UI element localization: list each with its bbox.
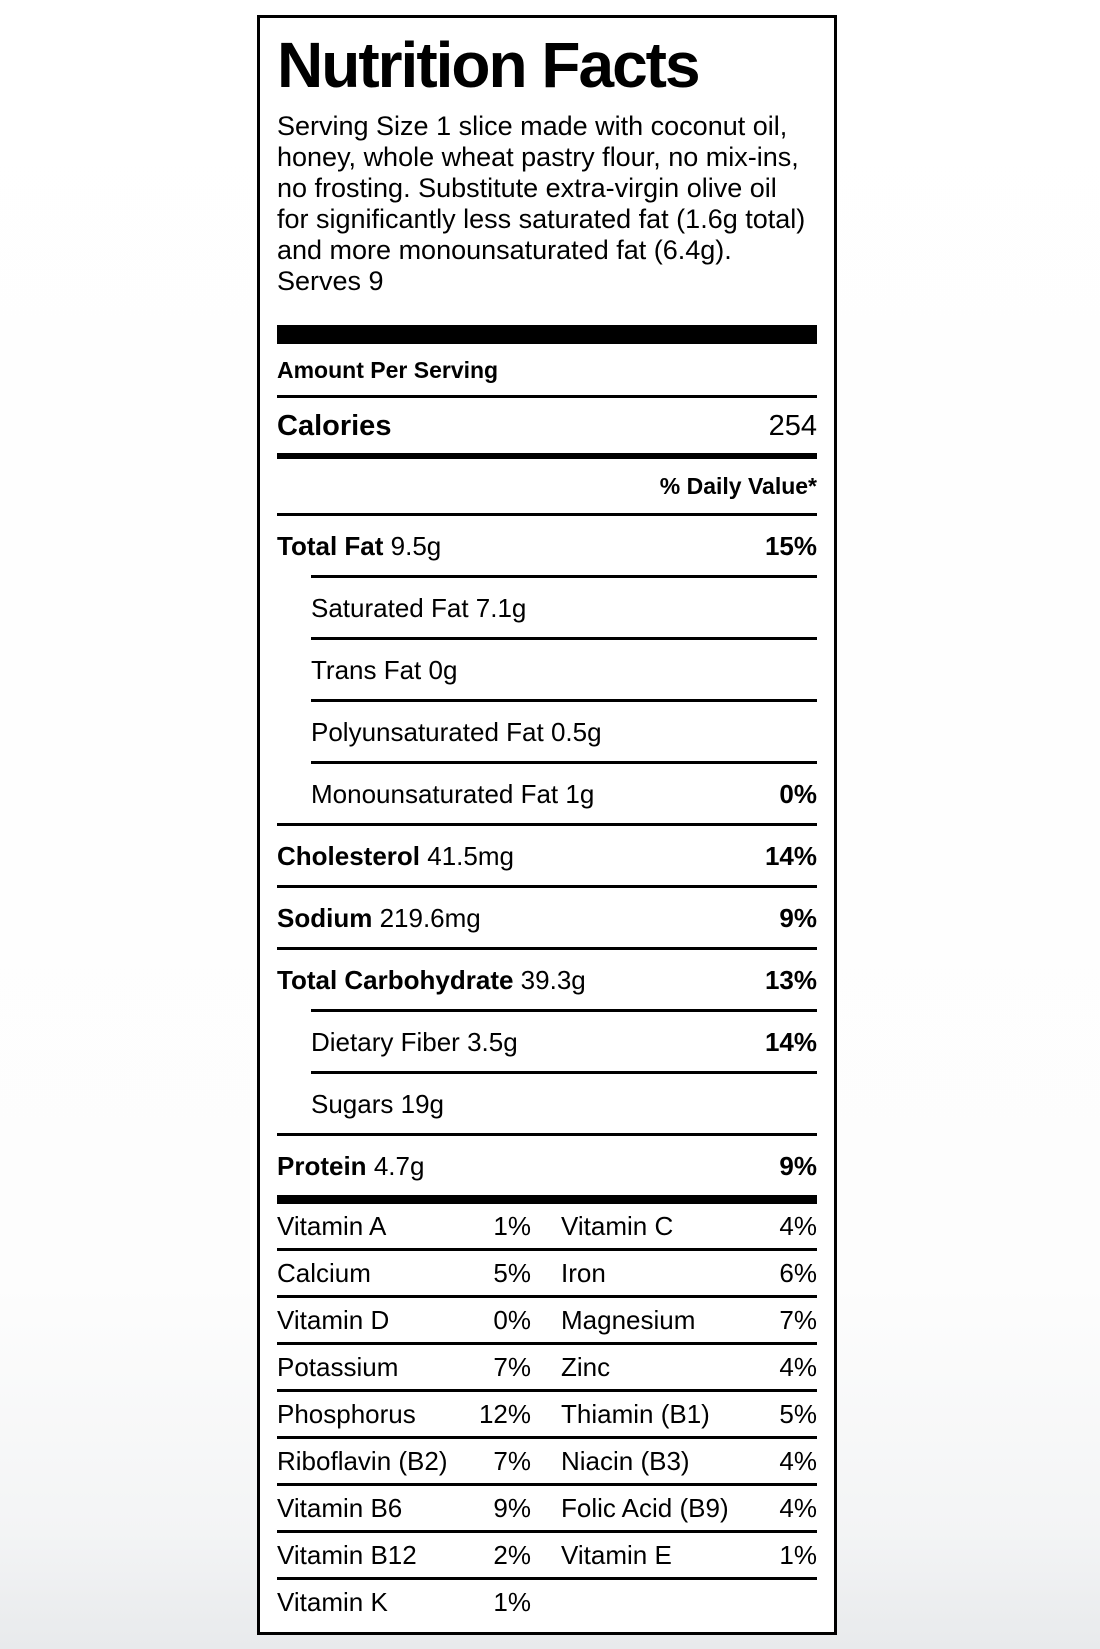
nutrient-amount: 41.5mg	[427, 840, 514, 871]
calories-label: Calories	[277, 410, 392, 442]
nutrient-amount: 39.3g	[520, 964, 586, 995]
micronutrient-row	[277, 1580, 817, 1624]
micronutrient-name: Folic Acid (B9)	[561, 1493, 729, 1523]
micronutrient-row	[277, 1204, 817, 1248]
nutrient-amount: 7.1g	[475, 592, 527, 623]
micronutrient-name: Vitamin K	[277, 1587, 388, 1617]
micronutrient-row	[277, 1486, 817, 1530]
micronutrient-row	[277, 1298, 817, 1342]
nutrient-amount: 9.5g	[390, 530, 442, 561]
micronutrient-daily-value: 1%	[493, 1211, 531, 1241]
daily-value-header: % Daily Value*	[659, 473, 817, 499]
micronutrient-name: Vitamin C	[561, 1211, 674, 1241]
nutrient-daily-value: 14%	[764, 1026, 817, 1057]
micronutrient-row	[277, 1345, 817, 1389]
micronutrient-name: Vitamin B6	[277, 1493, 403, 1523]
nutrient-name: Monounsaturated Fat	[311, 778, 559, 809]
amount-per-serving-heading: Amount Per Serving	[277, 357, 499, 383]
micronutrient-name: Phosphorus	[277, 1399, 416, 1429]
nutrient-daily-value: 15%	[764, 530, 817, 561]
micronutrient-name: Vitamin A	[277, 1211, 387, 1241]
micronutrient-daily-value: 4%	[779, 1493, 817, 1523]
micronutrient-row	[277, 1439, 817, 1483]
nutrient-row-protein	[277, 1136, 817, 1195]
micronutrient-name: Vitamin B12	[277, 1540, 417, 1570]
micronutrient-daily-value: 5%	[779, 1399, 817, 1429]
nutrient-row-trans-fat	[277, 640, 817, 699]
micronutrient-name: Potassium	[277, 1352, 399, 1382]
micronutrient-name: Zinc	[561, 1352, 611, 1382]
micronutrient-daily-value: 7%	[493, 1446, 531, 1476]
micronutrient-name: Thiamin (B1)	[561, 1399, 710, 1429]
micronutrient-daily-value: 1%	[779, 1540, 817, 1570]
nutrient-name: Sugars	[311, 1088, 394, 1119]
serving-line: no frosting. Substitute extra-virgin olive oil	[277, 173, 777, 203]
serving-line: Serving Size 1 slice made with coconut oil,	[277, 111, 788, 141]
nutrient-row-monounsaturated-fat	[277, 764, 817, 823]
nutrient-daily-value: 0%	[779, 778, 817, 809]
nutrient-row-sugars	[277, 1074, 817, 1133]
nutrient-row-sodium	[277, 888, 817, 947]
nutrition-facts-label	[257, 15, 837, 1635]
micronutrient-row	[277, 1392, 817, 1436]
micronutrient-name: Iron	[561, 1258, 606, 1288]
nutrient-row-cholesterol	[277, 826, 817, 885]
serving-description	[277, 111, 817, 297]
nutrient-row-total-fat	[277, 516, 817, 575]
nutrient-daily-value: 13%	[764, 964, 817, 995]
separator-bar-thick	[277, 1195, 817, 1204]
micronutrient-name: Vitamin E	[561, 1540, 672, 1570]
nutrient-daily-value: 14%	[764, 840, 817, 871]
micronutrient-daily-value: 7%	[493, 1352, 531, 1382]
micronutrient-daily-value: 1%	[493, 1587, 531, 1617]
micronutrient-daily-value: 9%	[493, 1493, 531, 1523]
nutrient-row-total-carbohydrate	[277, 950, 817, 1009]
nutrient-daily-value: 9%	[779, 902, 817, 933]
micronutrient-name: Vitamin D	[277, 1305, 390, 1335]
micronutrient-daily-value: 4%	[779, 1211, 817, 1241]
label-title: Nutrition Facts	[277, 29, 699, 101]
nutrient-name: Cholesterol	[277, 840, 421, 871]
micronutrient-name: Magnesium	[561, 1305, 696, 1335]
nutrient-name: Protein	[277, 1150, 367, 1181]
micronutrient-daily-value: 7%	[779, 1305, 817, 1335]
calories-value: 254	[768, 410, 817, 442]
micronutrient-name: Calcium	[277, 1258, 371, 1288]
calories-row	[277, 398, 817, 453]
micronutrient-daily-value: 4%	[779, 1352, 817, 1382]
nutrient-row-saturated-fat	[277, 578, 817, 637]
micronutrient-row	[277, 1533, 817, 1577]
micronutrient-row	[277, 1251, 817, 1295]
nutrient-amount: 3.5g	[467, 1026, 518, 1057]
nutrient-name: Saturated Fat	[311, 592, 469, 623]
nutrient-name: Total Carbohydrate	[277, 964, 514, 995]
nutrient-name: Dietary Fiber	[311, 1026, 460, 1057]
micronutrient-daily-value: 2%	[493, 1540, 531, 1570]
micronutrient-daily-value: 5%	[493, 1258, 531, 1288]
nutrient-amount: 4.7g	[373, 1150, 425, 1181]
nutrient-amount: 19g	[400, 1088, 445, 1119]
serving-line: for significantly less saturated fat (1.6g total)	[277, 204, 806, 234]
serving-line: and more monounsaturated fat (6.4g).	[277, 235, 732, 265]
micronutrient-daily-value: 6%	[779, 1258, 817, 1288]
nutrient-name: Total Fat	[277, 530, 384, 561]
nutrient-name: Sodium	[277, 902, 373, 933]
nutrient-row-polyunsaturated-fat	[277, 702, 817, 761]
micronutrient-daily-value: 0%	[493, 1305, 531, 1335]
nutrient-amount: 0.5g	[550, 716, 602, 747]
nutrient-name: Trans Fat	[311, 654, 422, 685]
nutrient-amount: 0g	[428, 654, 458, 685]
serving-line: Serves 9	[277, 266, 384, 296]
micronutrient-daily-value: 4%	[779, 1446, 817, 1476]
micronutrient-daily-value: 12%	[478, 1399, 531, 1429]
nutrient-amount: 219.6mg	[379, 902, 481, 933]
separator-bar-thick	[277, 325, 817, 344]
nutrient-name: Polyunsaturated Fat	[311, 716, 544, 747]
micronutrient-name: Riboflavin (B2)	[277, 1446, 448, 1476]
serving-line: honey, whole wheat pastry flour, no mix-ins,	[277, 142, 799, 172]
nutrient-row-dietary-fiber	[277, 1012, 817, 1071]
micronutrient-name: Niacin (B3)	[561, 1446, 690, 1476]
nutrient-daily-value: 9%	[779, 1150, 817, 1181]
nutrient-amount: 1g	[565, 778, 595, 809]
